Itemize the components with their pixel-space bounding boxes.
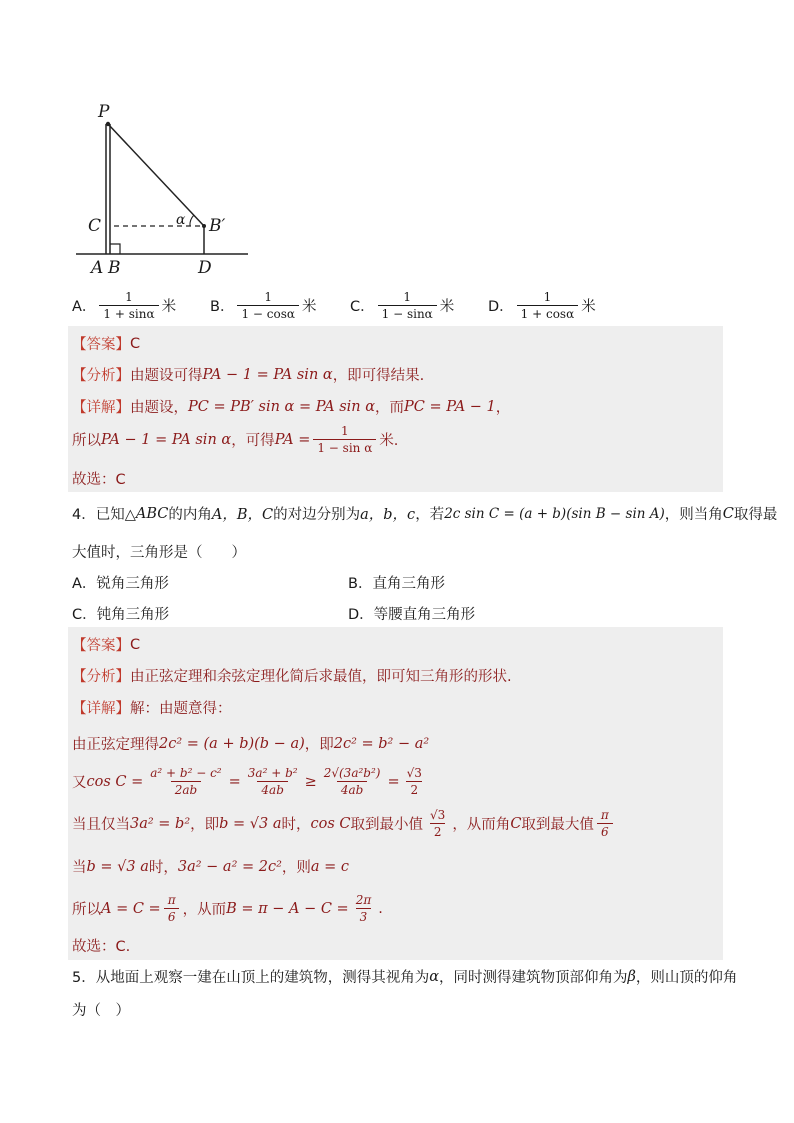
stem-a: 5．从地面上观察一建在山顶上的建筑物，测得其视角为 xyxy=(72,970,430,986)
analysis-post: ，即可得结果. xyxy=(332,368,425,384)
stem-b: ，同时测得建筑物顶部仰角为 xyxy=(439,970,628,986)
detail-tag: 【详解】 xyxy=(72,400,130,416)
detail-text: 解：由题意得： xyxy=(130,701,232,717)
line2-pre: 所以 xyxy=(72,433,101,449)
line2-math-2: PA = xyxy=(274,431,311,448)
frac-den: 4ab xyxy=(257,781,287,797)
detail-pre: 由题设， xyxy=(130,400,188,416)
line2-num: 1 xyxy=(341,424,349,438)
q3-answer-line xyxy=(72,333,140,354)
q4-analysis-line xyxy=(72,665,512,686)
option-den: 1 − cosα xyxy=(237,305,299,321)
answer-value: C xyxy=(130,636,141,653)
frac-num: π xyxy=(167,893,176,907)
q3-option-d[interactable] xyxy=(488,290,596,321)
stem-e: 取得最 xyxy=(733,507,778,523)
step-math: b = √3 a xyxy=(219,815,282,832)
option-text: C．钝角三角形 xyxy=(72,607,170,623)
geometry-figure xyxy=(70,98,255,278)
option-den: 1 + cosα xyxy=(517,305,579,321)
option-text: A．锐角三角形 xyxy=(72,576,169,592)
frac-den: 6 xyxy=(597,823,613,839)
step-text: 由正弦定理得 xyxy=(72,737,159,753)
q4-option-d[interactable] xyxy=(348,603,475,624)
stem-sides: a，b，c xyxy=(360,507,416,523)
step-text: 又 xyxy=(72,775,87,791)
option-unit: 米 xyxy=(161,299,177,315)
q5-stem-line-2 xyxy=(72,999,130,1020)
q3-choose-line xyxy=(72,468,126,489)
hypotenuse-line xyxy=(108,124,204,226)
choose-text: 故选：C. xyxy=(72,939,131,955)
stem-alpha: α xyxy=(429,968,440,985)
option-letter: A． xyxy=(72,299,97,315)
frac-num: √3 xyxy=(430,808,446,822)
alpha-arc xyxy=(190,215,194,226)
option-text: D．等腰直角三角形 xyxy=(348,607,476,623)
frac-num: 2π xyxy=(355,893,372,907)
q4-option-c[interactable] xyxy=(72,603,169,624)
line2-den: 1 − sin α xyxy=(313,439,376,455)
q4-step-1 xyxy=(72,733,429,754)
stem-c: ，若 xyxy=(415,507,445,523)
analysis-math: PA − 1 = PA sin α xyxy=(202,366,333,383)
detail-math-1: PC = PB′ sin α = PA sin α xyxy=(188,398,376,415)
right-angle-mark xyxy=(110,244,120,254)
choose-text: 故选：C xyxy=(72,472,126,488)
option-unit: 米 xyxy=(581,299,596,315)
option-den: 1 − sinα xyxy=(378,305,437,321)
option-num: 1 xyxy=(543,290,552,304)
label-d: D xyxy=(198,258,212,278)
step-math: 3a² = b² xyxy=(130,815,191,832)
option-letter: B． xyxy=(210,299,235,315)
frac-den: 2ab xyxy=(171,781,201,797)
step-text: 当且仅当 xyxy=(72,817,130,833)
step-math: 2c² = (a + b)(b − a) xyxy=(159,735,305,752)
analysis-tag: 【分析】 xyxy=(72,669,130,685)
option-unit: 米 xyxy=(301,299,317,315)
detail-mid: ，而 xyxy=(375,400,405,416)
q3-detail-line xyxy=(72,396,510,417)
q4-choose-line xyxy=(72,935,130,956)
step-math: A = C = xyxy=(101,900,161,917)
step-text: ，从而角 xyxy=(452,817,511,833)
step-math: 3a² − a² = 2c² xyxy=(177,858,282,875)
step-math: B = π − A − C = xyxy=(226,900,349,917)
analysis-tag: 【分析】 xyxy=(72,368,130,384)
step-text: 时， xyxy=(148,860,178,876)
q4-answer-line xyxy=(72,634,140,655)
step-text: ，从而 xyxy=(182,902,227,918)
q4-stem-line-2 xyxy=(72,541,246,562)
step-math: C xyxy=(510,815,522,832)
option-num: 1 xyxy=(125,290,133,304)
stem-angle-c: C xyxy=(722,505,734,522)
q3-analysis-line xyxy=(72,364,424,385)
option-num: 1 xyxy=(264,290,273,304)
q4-stem-line-1 xyxy=(72,503,777,524)
analysis-pre: 由题设可得 xyxy=(130,368,203,384)
frac-den: 2 xyxy=(430,823,446,839)
frac-den: 3 xyxy=(356,908,372,924)
option-letter: D． xyxy=(488,299,514,315)
frac-num: √3 xyxy=(406,766,422,780)
stem-beta: β xyxy=(627,968,636,985)
frac-den: 2 xyxy=(406,781,422,797)
analysis-text: 由正弦定理和余弦定理化简后求最值，即可知三角形的形状. xyxy=(130,669,512,685)
q4-option-a[interactable] xyxy=(72,572,169,593)
stem-triangle: ABC xyxy=(135,505,169,522)
q4-step-4 xyxy=(72,856,349,877)
step-math: cos C xyxy=(310,815,351,832)
q4-step-2: 又 cos C = $\frac{\text{a² + b² − c²}}{2ab}$ = $\frac{\text{3a² + b²}}{4ab}$ ≥ $\frac{\text{2√(3a²b²)}}{4ab}$ = $\frac{√3}{2}$ xyxy=(72,766,429,797)
answer-tag: 【答案】 xyxy=(72,337,130,353)
option-unit: 米 xyxy=(439,299,455,315)
frac-num: a² + b² − c² xyxy=(150,766,222,780)
detail-math-2: PC = PA − 1 xyxy=(404,398,496,415)
q4-option-b[interactable] xyxy=(348,572,445,593)
step-math: b = √3 a xyxy=(86,858,149,875)
q4-step-5 xyxy=(72,893,383,924)
stem-c: ，则山顶的仰角 xyxy=(635,970,738,986)
step-text: . xyxy=(378,900,383,917)
label-p: P xyxy=(98,102,110,122)
q3-option-b[interactable] xyxy=(210,290,316,321)
option-text: B．直角三角形 xyxy=(348,576,445,592)
option-den: 1 + sinα xyxy=(99,305,158,321)
step-text: 取到最大值 xyxy=(521,817,594,833)
detail-end: ， xyxy=(495,400,511,416)
q5-stem-line-1 xyxy=(72,966,737,987)
frac-den: 6 xyxy=(164,908,180,924)
step-text: 当 xyxy=(72,860,87,876)
line2-mid: ，可得 xyxy=(231,433,275,449)
stem-2: 大值时，三角形是（ ） xyxy=(72,545,246,561)
answer-value: C xyxy=(130,335,141,352)
stem-b: 的对边分别为 xyxy=(273,507,361,523)
stem-equation: 2c sin C = (a + b)(sin B − sin A) xyxy=(444,505,665,522)
stem-a: 的内角 xyxy=(168,507,212,523)
step-text: ，即 xyxy=(304,737,334,753)
q4-step-3 xyxy=(72,808,616,839)
frac-num: π xyxy=(600,808,609,822)
label-alpha: α xyxy=(176,212,186,228)
point-p xyxy=(106,122,110,126)
step-text: 取到最小值 xyxy=(350,817,424,833)
frac-num: 2√(3a²b²) xyxy=(323,766,381,780)
label-a: A xyxy=(91,258,104,278)
step-text: ，即 xyxy=(190,817,220,833)
step-math: a = c xyxy=(310,858,350,875)
q3-option-c[interactable] xyxy=(350,290,454,321)
stem-d: ，则当角 xyxy=(664,507,723,523)
stem-2: 为（ ） xyxy=(72,1003,130,1019)
stem-angles: A，B，C xyxy=(211,507,274,523)
step-math: cos C = xyxy=(86,773,144,790)
q3-detail-line-2 xyxy=(72,424,398,455)
stem-pre: 4．已知△ xyxy=(72,507,136,523)
step-text: ，则 xyxy=(281,860,311,876)
label-b: B xyxy=(108,258,121,278)
option-letter: C． xyxy=(350,299,375,315)
answer-tag: 【答案】 xyxy=(72,638,130,654)
detail-tag: 【详解】 xyxy=(72,701,130,717)
step-math: 2c² = b² − a² xyxy=(333,735,430,752)
ge-sign: ≥ xyxy=(304,773,317,790)
option-num: 1 xyxy=(403,290,412,304)
frac-num: 3a² + b² xyxy=(247,766,298,780)
q4-detail-line xyxy=(72,697,232,718)
q3-option-a[interactable] xyxy=(72,290,176,321)
point-bprime xyxy=(202,224,206,228)
frac-den: 4ab xyxy=(337,781,367,797)
line2-math: PA − 1 = PA sin α xyxy=(101,431,232,448)
step-text: 所以 xyxy=(72,902,101,918)
step-text: 时， xyxy=(281,817,311,833)
line2-end: 米. xyxy=(379,433,399,449)
label-c: C xyxy=(88,216,102,236)
label-bprime: B′ xyxy=(209,216,226,236)
